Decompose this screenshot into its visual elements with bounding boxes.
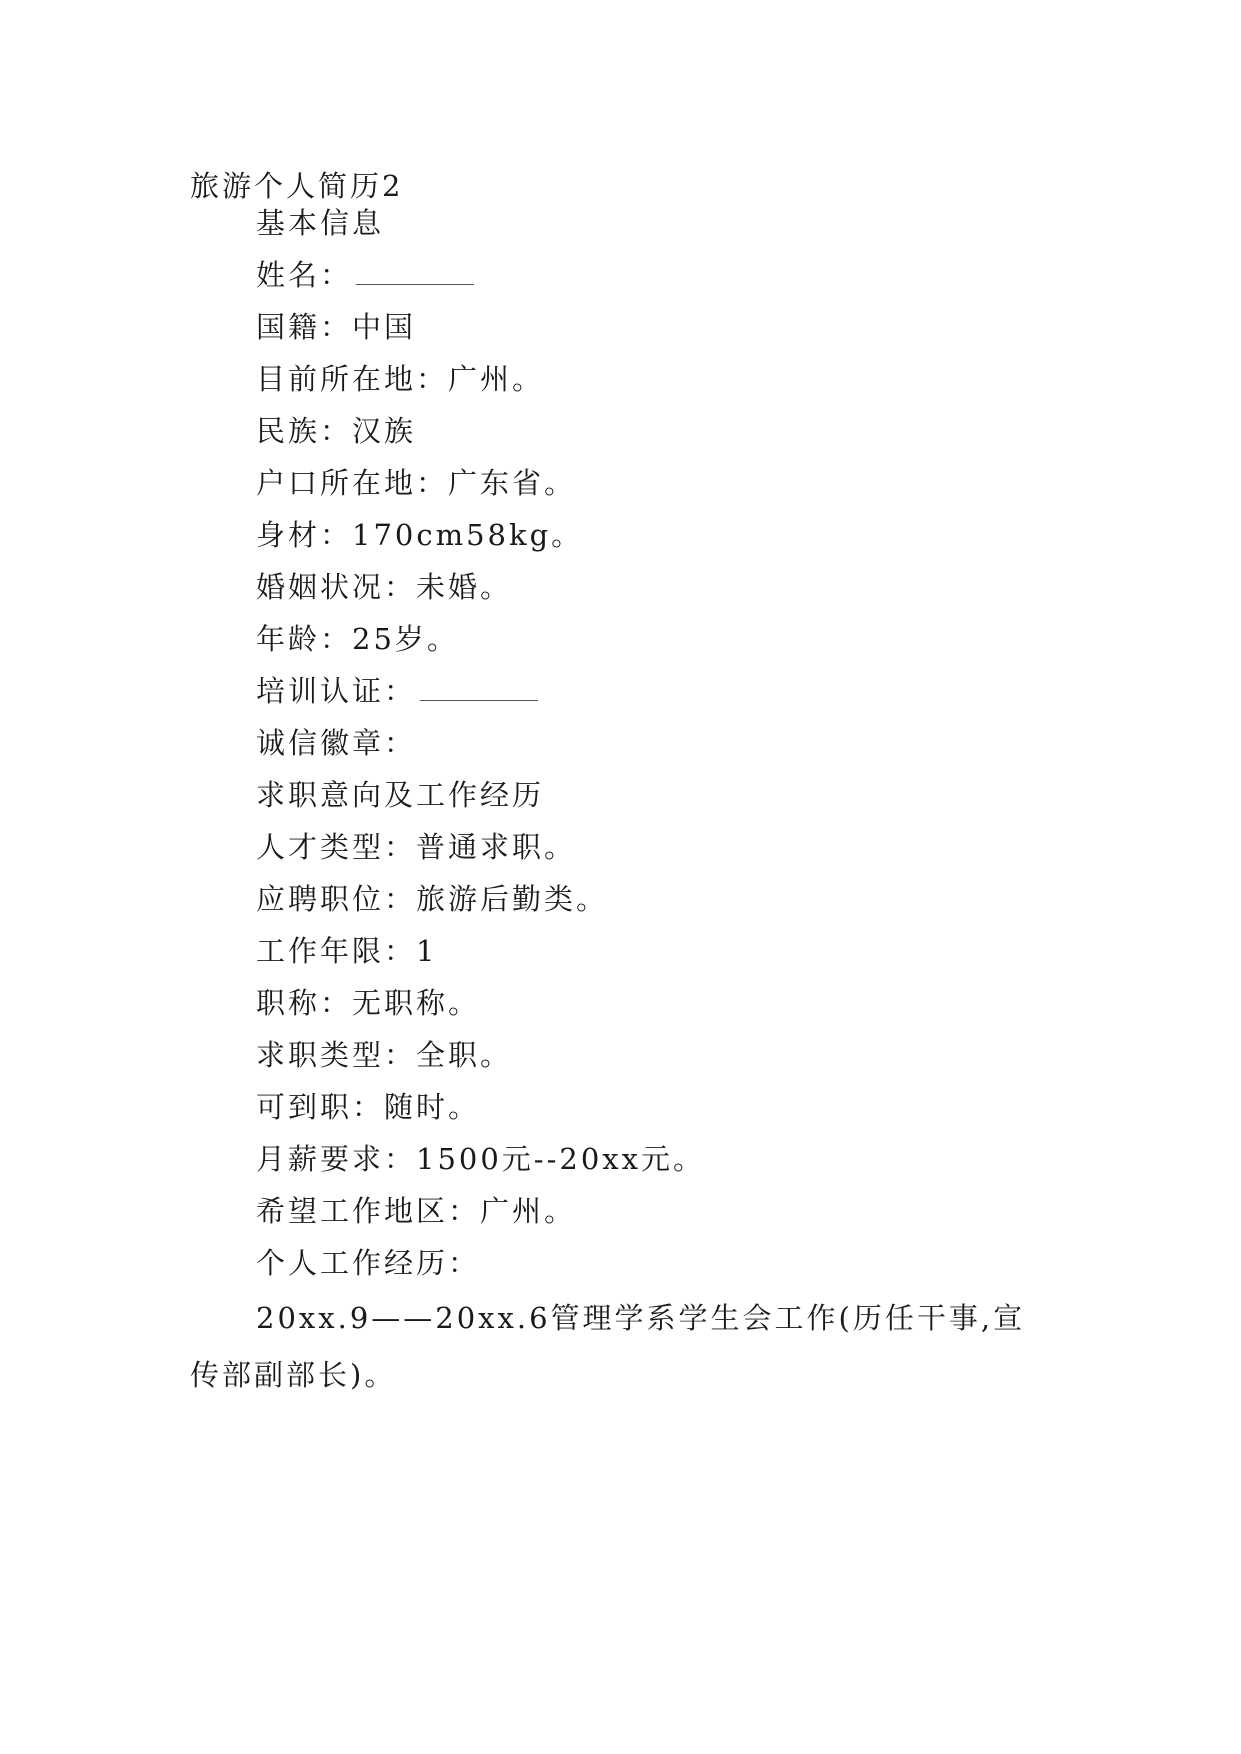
work-years-line: 工作年限：1	[256, 934, 438, 968]
document-title: 旅游个人简历2	[190, 169, 404, 203]
nationality-line: 国籍：中国	[256, 310, 417, 344]
section-heading-job-intent: 求职意向及工作经历	[256, 778, 545, 812]
training-blank-line	[420, 674, 538, 701]
name-label: 姓名：	[256, 258, 353, 292]
age-line: 年龄：25岁。	[256, 622, 459, 656]
salary-line: 月薪要求：1500元--20xx元。	[256, 1142, 706, 1176]
job-title-line: 职称：无职称。	[256, 986, 481, 1020]
section-heading-basic-info: 基本信息	[256, 206, 385, 240]
availability-line: 可到职：随时。	[256, 1090, 481, 1124]
experience-paragraph: 20xx.9——20xx.6管理学系学生会工作(历任干事,宣传部副部长)。	[190, 1301, 1026, 1392]
body-line: 身材：170cm58kg。	[256, 518, 584, 552]
name-field	[256, 255, 474, 295]
marital-status-line: 婚姻状况：未婚。	[256, 570, 513, 604]
job-type-line: 求职类型：全职。	[256, 1038, 513, 1072]
ethnicity-line: 民族：汉族	[256, 414, 417, 448]
current-location-line: 目前所在地：广州。	[256, 362, 545, 396]
talent-type-line: 人才类型：普通求职。	[256, 830, 577, 864]
training-field	[256, 671, 538, 711]
position-line: 应聘职位：旅游后勤类。	[256, 882, 609, 916]
region-line: 希望工作地区：广州。	[256, 1194, 577, 1228]
name-blank-line	[356, 258, 474, 285]
integrity-badge-line: 诚信徽章：	[256, 726, 417, 760]
training-label: 培训认证：	[256, 674, 417, 708]
hukou-line: 户口所在地：广东省。	[256, 466, 577, 500]
experience-label-line: 个人工作经历：	[256, 1246, 481, 1280]
